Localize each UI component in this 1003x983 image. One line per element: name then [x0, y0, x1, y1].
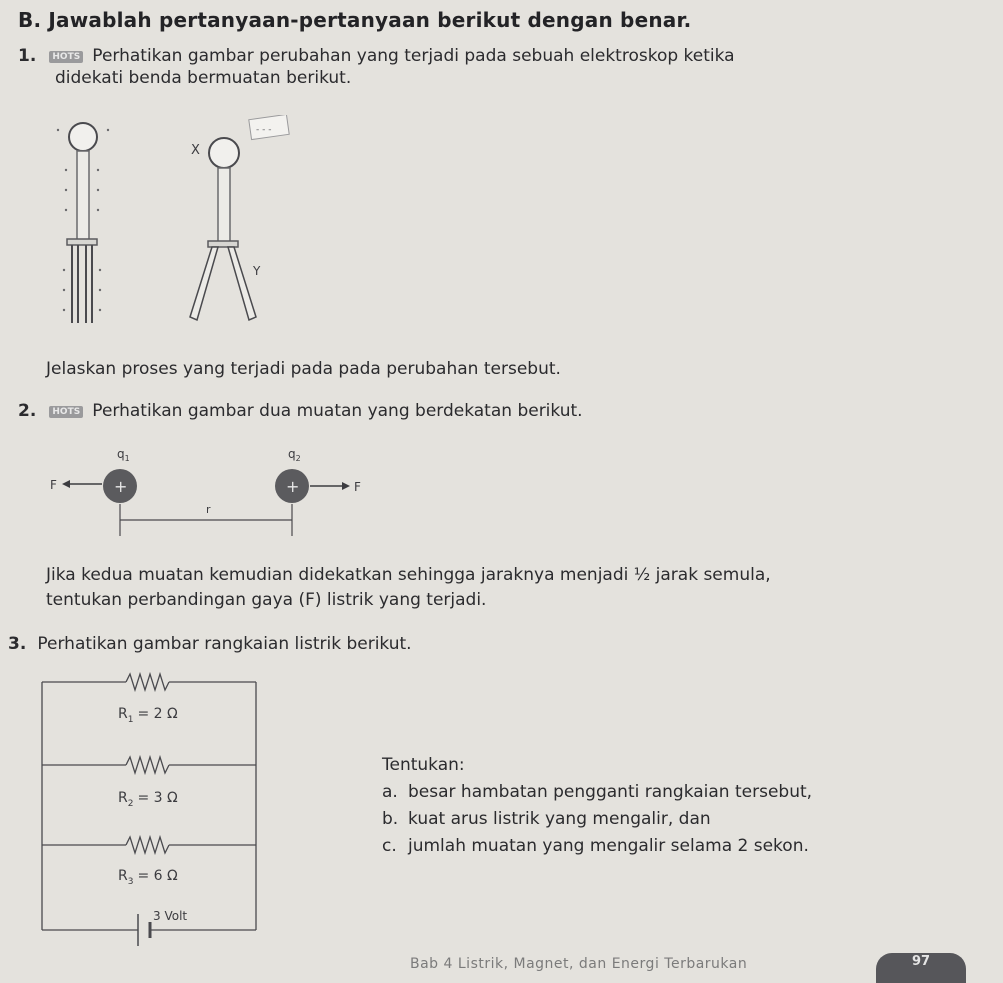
battery-label: 3 Volt — [153, 909, 188, 923]
question-3-text: Perhatikan gambar rangkaian listrik berikut. — [37, 634, 412, 654]
page-footer: Bab 4 Listrik, Magnet, dan Energi Terbarukan — [410, 956, 748, 972]
hots-badge-2: HOTS — [49, 406, 83, 418]
question-1-number: 1. — [18, 46, 37, 66]
q2-label: $q_2$ — [288, 447, 301, 463]
question-1-text-line1: Perhatikan gambar perubahan yang terjadi pada sebuah elektroskop ketika — [92, 46, 735, 66]
force-label-left: F — [50, 478, 57, 492]
distance-label: r — [206, 503, 211, 516]
question-2-body-line2: tentukan perbandingan gaya (F) listrik yang terjadi. — [46, 590, 487, 610]
electroscope-figure — [40, 115, 300, 330]
resistor-r3-label: $R_3 = 6$ Ω — [118, 868, 178, 887]
question-2-number: 2. — [18, 401, 37, 421]
force-label-right: F — [354, 480, 361, 494]
question-2-body — [46, 563, 986, 613]
page-number: 97 — [876, 953, 966, 983]
charged-object — [249, 115, 289, 140]
charges-figure — [40, 440, 380, 540]
svg-text:- - -: - - - — [256, 125, 272, 135]
question-1-text-line2: didekati benda bermuatan berikut. — [55, 68, 352, 88]
tasks-title: Tentukan: — [382, 755, 465, 775]
q1-label: $q_1$ — [117, 447, 130, 463]
svg-text:+: + — [114, 477, 128, 496]
question-3 — [8, 633, 412, 655]
task-b: b. kuat arus listrik yang mengalir, dan — [382, 809, 711, 829]
resistor-r1-label: $R_1 = 2$ Ω — [118, 706, 178, 725]
question-2 — [18, 400, 978, 422]
question-1-prompt: Jelaskan proses yang terjadi pada pada perubahan tersebut. — [46, 359, 561, 379]
hots-badge: HOTS — [49, 51, 83, 63]
circuit-figure — [38, 668, 268, 958]
electroscope-before — [57, 123, 109, 323]
question-3-number: 3. — [8, 634, 27, 654]
label-y: Y — [253, 264, 261, 278]
task-a: a. besar hambatan pengganti rangkaian tersebut, — [382, 782, 813, 802]
resistor-r2-label: $R_2 = 3$ Ω — [118, 790, 178, 809]
question-1 — [18, 45, 978, 89]
electroscope-after — [190, 115, 289, 320]
question-3-tasks — [382, 752, 982, 860]
label-x: X — [191, 143, 200, 158]
question-2-body-line1: Jika kedua muatan kemudian didekatkan sehingga jaraknya menjadi ½ jarak semula, — [46, 565, 771, 585]
section-title: B. Jawablah pertanyaan-pertanyaan berikut dengan benar. — [18, 8, 692, 32]
question-2-text: Perhatikan gambar dua muatan yang berdekatan berikut. — [92, 401, 583, 421]
task-c: c. jumlah muatan yang mengalir selama 2 sekon. — [382, 836, 809, 856]
svg-text:+: + — [286, 477, 300, 496]
